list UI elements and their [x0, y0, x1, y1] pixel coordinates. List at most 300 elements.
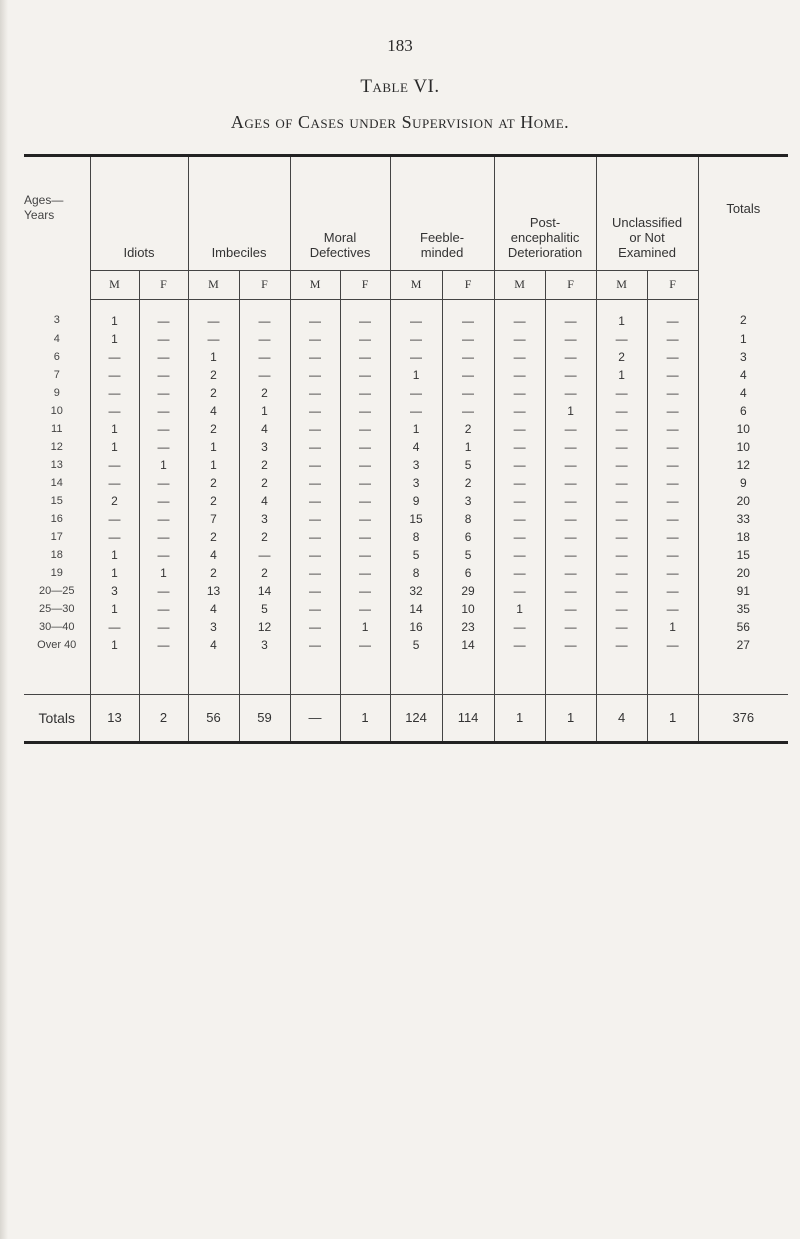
count-cell: —	[139, 402, 188, 420]
count-cell: 1	[90, 600, 139, 618]
count-cell: —	[596, 636, 647, 654]
row-total-cell: 4	[698, 366, 788, 384]
age-cell: 25—30	[39, 602, 75, 615]
count-cell: —	[340, 510, 390, 528]
column-total-cell: 4	[596, 694, 647, 742]
count-cell: —	[647, 492, 698, 510]
table-row	[24, 348, 788, 366]
count-cell: —	[390, 330, 442, 348]
count-cell: —	[239, 546, 290, 564]
count-cell: 14	[442, 636, 494, 654]
table-subtitle: Ages of Cases under Supervision at Home.	[230, 112, 570, 132]
count-cell: 3	[239, 438, 290, 456]
spacer-row	[24, 654, 788, 695]
count-cell: —	[596, 600, 647, 618]
count-cell: —	[90, 510, 139, 528]
count-cell: —	[545, 456, 596, 474]
count-cell: —	[290, 618, 340, 636]
row-total-cell: 10	[698, 438, 788, 456]
spacer-cell	[545, 654, 596, 695]
count-cell: 2	[239, 474, 290, 492]
age-cell: 12	[50, 440, 63, 453]
count-cell: 2	[239, 564, 290, 582]
count-cell: —	[139, 420, 188, 438]
count-cell: —	[290, 474, 340, 492]
count-cell: —	[545, 474, 596, 492]
count-cell: —	[139, 492, 188, 510]
row-total-cell: 15	[698, 546, 788, 564]
count-cell: 8	[390, 564, 442, 582]
count-cell: —	[340, 330, 390, 348]
row-total-cell: 2	[698, 299, 788, 330]
count-cell: —	[290, 636, 340, 654]
totals-label: Totals	[24, 694, 90, 742]
table-row	[24, 456, 788, 474]
ages-table	[24, 154, 788, 744]
count-cell: —	[340, 366, 390, 384]
count-cell: 1	[390, 366, 442, 384]
count-cell: —	[596, 420, 647, 438]
table-row	[24, 564, 788, 582]
spacer-cell	[239, 654, 290, 695]
table-row	[24, 420, 788, 438]
age-cell: 9	[53, 386, 60, 399]
count-cell: —	[545, 564, 596, 582]
count-cell: —	[340, 492, 390, 510]
table-row	[24, 636, 788, 654]
count-cell: —	[647, 600, 698, 618]
age-cell: 14	[50, 476, 63, 489]
grand-total-cell: 376	[698, 694, 788, 742]
count-cell: 1	[188, 438, 239, 456]
count-cell: —	[494, 528, 545, 546]
count-cell: —	[139, 384, 188, 402]
row-total-cell: 3	[698, 348, 788, 366]
count-cell: 2	[188, 528, 239, 546]
count-cell: 8	[442, 510, 494, 528]
row-total-cell: 20	[698, 492, 788, 510]
table-row	[24, 402, 788, 420]
count-cell: —	[545, 330, 596, 348]
count-cell: —	[239, 330, 290, 348]
count-cell: —	[545, 299, 596, 330]
count-cell: 1	[90, 330, 139, 348]
count-cell: —	[290, 348, 340, 366]
count-cell: —	[647, 384, 698, 402]
table-row	[24, 330, 788, 348]
count-cell: —	[545, 600, 596, 618]
age-cell: 3	[53, 314, 60, 327]
count-cell: —	[545, 420, 596, 438]
count-cell: 6	[442, 528, 494, 546]
count-cell: 4	[188, 546, 239, 564]
count-cell: —	[290, 582, 340, 600]
count-cell: —	[90, 456, 139, 474]
count-cell: —	[647, 474, 698, 492]
table-row	[24, 510, 788, 528]
count-cell: —	[596, 456, 647, 474]
count-cell: —	[647, 330, 698, 348]
count-cell: 1	[545, 402, 596, 420]
page-number: 183	[387, 36, 413, 55]
table-row	[24, 618, 788, 636]
spacer-cell	[698, 654, 788, 695]
count-cell: —	[494, 299, 545, 330]
group-header-imbeciles: Imbeciles	[188, 156, 290, 271]
count-cell: 5	[442, 456, 494, 474]
count-cell: —	[340, 528, 390, 546]
count-cell: 2	[188, 474, 239, 492]
age-cell: 20—25	[39, 584, 75, 597]
count-cell: —	[340, 299, 390, 330]
count-cell: —	[442, 348, 494, 366]
count-cell: —	[442, 299, 494, 330]
count-cell: —	[340, 582, 390, 600]
spacer-cell	[390, 654, 442, 695]
count-cell: —	[647, 510, 698, 528]
count-cell: 4	[239, 420, 290, 438]
male-column-header: M	[90, 271, 139, 299]
count-cell: 1	[139, 564, 188, 582]
count-cell: —	[596, 582, 647, 600]
count-cell: —	[494, 546, 545, 564]
count-cell: —	[596, 564, 647, 582]
table-row	[24, 384, 788, 402]
count-cell: 2	[596, 348, 647, 366]
count-cell: —	[545, 618, 596, 636]
count-cell: 32	[390, 582, 442, 600]
totals-header: Totals	[698, 156, 788, 300]
count-cell: 12	[239, 618, 290, 636]
age-cell: 15	[50, 494, 63, 507]
count-cell: 7	[188, 510, 239, 528]
count-cell: —	[290, 564, 340, 582]
count-cell: 5	[390, 546, 442, 564]
count-cell: 1	[90, 438, 139, 456]
count-cell: —	[139, 528, 188, 546]
count-cell: 23	[442, 618, 494, 636]
count-cell: —	[290, 330, 340, 348]
count-cell: —	[188, 330, 239, 348]
column-total-cell: —	[290, 694, 340, 742]
count-cell: —	[390, 384, 442, 402]
count-cell: 2	[239, 528, 290, 546]
count-cell: 13	[188, 582, 239, 600]
count-cell: —	[390, 299, 442, 330]
age-cell: 6	[53, 350, 60, 363]
count-cell: 2	[442, 474, 494, 492]
count-cell: 29	[442, 582, 494, 600]
count-cell: 1	[90, 546, 139, 564]
female-column-header: F	[340, 271, 390, 299]
male-column-header: M	[290, 271, 340, 299]
count-cell: —	[290, 528, 340, 546]
female-column-header: F	[239, 271, 290, 299]
count-cell: —	[90, 366, 139, 384]
count-cell: —	[545, 528, 596, 546]
spacer-cell	[188, 654, 239, 695]
count-cell: —	[188, 299, 239, 330]
count-cell: 3	[390, 456, 442, 474]
count-cell: —	[596, 474, 647, 492]
male-column-header: M	[494, 271, 545, 299]
count-cell: 2	[188, 492, 239, 510]
count-cell: —	[545, 582, 596, 600]
count-cell: —	[647, 420, 698, 438]
group-header-feeble-minded: Feeble- minded	[390, 156, 494, 271]
row-total-cell: 18	[698, 528, 788, 546]
count-cell: —	[290, 438, 340, 456]
count-cell: —	[647, 348, 698, 366]
count-cell: —	[340, 456, 390, 474]
count-cell: 8	[390, 528, 442, 546]
table-row	[24, 582, 788, 600]
count-cell: —	[494, 330, 545, 348]
count-cell: —	[494, 636, 545, 654]
count-cell: —	[596, 438, 647, 456]
count-cell: —	[494, 366, 545, 384]
count-cell: —	[596, 528, 647, 546]
row-total-cell: 9	[698, 474, 788, 492]
table-title: Table VI.	[360, 76, 440, 97]
count-cell: —	[442, 330, 494, 348]
count-cell: —	[139, 600, 188, 618]
row-total-cell: 12	[698, 456, 788, 474]
count-cell: —	[494, 384, 545, 402]
count-cell: 4	[188, 600, 239, 618]
row-total-cell: 10	[698, 420, 788, 438]
column-total-cell: 1	[340, 694, 390, 742]
count-cell: —	[340, 636, 390, 654]
count-cell: 1	[188, 348, 239, 366]
count-cell: —	[139, 438, 188, 456]
spacer-cell	[290, 654, 340, 695]
count-cell: —	[647, 564, 698, 582]
count-cell: 4	[390, 438, 442, 456]
count-cell: 14	[239, 582, 290, 600]
count-cell: —	[139, 348, 188, 366]
count-cell: —	[647, 546, 698, 564]
count-cell: 1	[647, 618, 698, 636]
count-cell: —	[494, 402, 545, 420]
count-cell: —	[647, 402, 698, 420]
count-cell: 1	[494, 600, 545, 618]
count-cell: —	[596, 510, 647, 528]
totals-row	[24, 694, 788, 742]
female-column-header: F	[545, 271, 596, 299]
age-cell: 19	[50, 566, 63, 579]
male-column-header: M	[188, 271, 239, 299]
count-cell: —	[340, 384, 390, 402]
row-total-cell: 56	[698, 618, 788, 636]
count-cell: 1	[90, 299, 139, 330]
count-cell: —	[494, 420, 545, 438]
count-cell: 1	[90, 420, 139, 438]
count-cell: —	[340, 438, 390, 456]
count-cell: 1	[239, 402, 290, 420]
count-cell: —	[596, 384, 647, 402]
count-cell: —	[647, 438, 698, 456]
group-header-post-encephalitic: Post- encephalitic Deterioration	[494, 156, 596, 271]
row-total-cell: 35	[698, 600, 788, 618]
count-cell: —	[340, 564, 390, 582]
column-total-cell: 56	[188, 694, 239, 742]
count-cell: —	[340, 474, 390, 492]
count-cell: —	[596, 330, 647, 348]
count-cell: —	[139, 366, 188, 384]
count-cell: —	[239, 299, 290, 330]
count-cell: —	[139, 546, 188, 564]
count-cell: —	[340, 546, 390, 564]
count-cell: —	[239, 366, 290, 384]
spacer-cell	[647, 654, 698, 695]
age-cell: 11	[51, 422, 63, 435]
count-cell: —	[290, 600, 340, 618]
count-cell: 1	[442, 438, 494, 456]
count-cell: 9	[390, 492, 442, 510]
female-column-header: F	[442, 271, 494, 299]
count-cell: 16	[390, 618, 442, 636]
count-cell: 1	[139, 456, 188, 474]
count-cell: —	[647, 636, 698, 654]
column-total-cell: 59	[239, 694, 290, 742]
count-cell: —	[90, 528, 139, 546]
spacer-cell	[596, 654, 647, 695]
spacer-cell	[24, 654, 90, 695]
page-spine-shadow	[0, 0, 8, 1239]
age-cell: 13	[50, 458, 63, 471]
count-cell: —	[340, 420, 390, 438]
sex-header-row	[24, 271, 788, 299]
ages-header: Ages— Years	[24, 193, 64, 222]
age-cell: 18	[50, 548, 63, 561]
count-cell: —	[494, 438, 545, 456]
count-cell: 3	[90, 582, 139, 600]
count-cell: —	[545, 510, 596, 528]
count-cell: —	[139, 582, 188, 600]
count-cell: —	[545, 384, 596, 402]
count-cell: —	[290, 402, 340, 420]
count-cell: —	[340, 402, 390, 420]
column-total-cell: 13	[90, 694, 139, 742]
count-cell: —	[545, 636, 596, 654]
age-cell: 16	[50, 512, 63, 525]
age-cell: 7	[53, 368, 60, 381]
column-total-cell: 2	[139, 694, 188, 742]
count-cell: —	[90, 348, 139, 366]
count-cell: —	[442, 384, 494, 402]
count-cell: —	[442, 366, 494, 384]
count-cell: —	[139, 299, 188, 330]
count-cell: —	[139, 330, 188, 348]
count-cell: —	[647, 456, 698, 474]
count-cell: —	[647, 299, 698, 330]
count-cell: —	[90, 402, 139, 420]
count-cell: —	[139, 636, 188, 654]
count-cell: —	[545, 348, 596, 366]
age-cell: Over 40	[37, 638, 77, 651]
count-cell: 14	[390, 600, 442, 618]
table-row	[24, 528, 788, 546]
female-column-header: F	[647, 271, 698, 299]
count-cell: 2	[239, 456, 290, 474]
count-cell: —	[647, 528, 698, 546]
column-total-cell: 1	[647, 694, 698, 742]
count-cell: —	[545, 492, 596, 510]
male-column-header: M	[390, 271, 442, 299]
count-cell: 15	[390, 510, 442, 528]
female-column-header: F	[139, 271, 188, 299]
group-header-row	[24, 156, 788, 271]
row-total-cell: 27	[698, 636, 788, 654]
spacer-cell	[442, 654, 494, 695]
table-row	[24, 474, 788, 492]
group-header-idiots: Idiots	[90, 156, 188, 271]
male-column-header: M	[596, 271, 647, 299]
count-cell: —	[494, 474, 545, 492]
count-cell: —	[545, 366, 596, 384]
count-cell: 3	[442, 492, 494, 510]
table-row	[24, 299, 788, 330]
count-cell: —	[340, 348, 390, 366]
count-cell: 5	[442, 546, 494, 564]
count-cell: 5	[390, 636, 442, 654]
count-cell: 1	[596, 366, 647, 384]
count-cell: 2	[188, 366, 239, 384]
column-total-cell: 114	[442, 694, 494, 742]
count-cell: 1	[390, 420, 442, 438]
count-cell: —	[494, 618, 545, 636]
count-cell: —	[290, 546, 340, 564]
group-header-unclassified: Unclassified or Not Examined	[596, 156, 698, 271]
count-cell: —	[139, 474, 188, 492]
count-cell: 2	[188, 420, 239, 438]
count-cell: —	[596, 618, 647, 636]
age-cell: 10	[50, 404, 63, 417]
count-cell: 2	[188, 384, 239, 402]
row-total-cell: 20	[698, 564, 788, 582]
count-cell: —	[290, 366, 340, 384]
count-cell: —	[494, 348, 545, 366]
table-row	[24, 546, 788, 564]
count-cell: —	[239, 348, 290, 366]
count-cell: 3	[390, 474, 442, 492]
spacer-cell	[494, 654, 545, 695]
count-cell: —	[90, 474, 139, 492]
count-cell: 1	[340, 618, 390, 636]
count-cell: —	[390, 402, 442, 420]
count-cell: —	[390, 348, 442, 366]
age-cell: 17	[50, 530, 63, 543]
age-cell: 30—40	[39, 620, 75, 633]
count-cell: —	[494, 564, 545, 582]
spacer-cell	[340, 654, 390, 695]
count-cell: 1	[90, 636, 139, 654]
count-cell: —	[442, 402, 494, 420]
count-cell: —	[290, 510, 340, 528]
count-cell: —	[596, 402, 647, 420]
count-cell: —	[545, 546, 596, 564]
count-cell: —	[647, 582, 698, 600]
count-cell: —	[596, 546, 647, 564]
column-total-cell: 1	[545, 694, 596, 742]
count-cell: —	[596, 492, 647, 510]
count-cell: —	[90, 384, 139, 402]
table-body	[24, 299, 788, 694]
count-cell: 2	[188, 564, 239, 582]
row-total-cell: 1	[698, 330, 788, 348]
row-total-cell: 91	[698, 582, 788, 600]
